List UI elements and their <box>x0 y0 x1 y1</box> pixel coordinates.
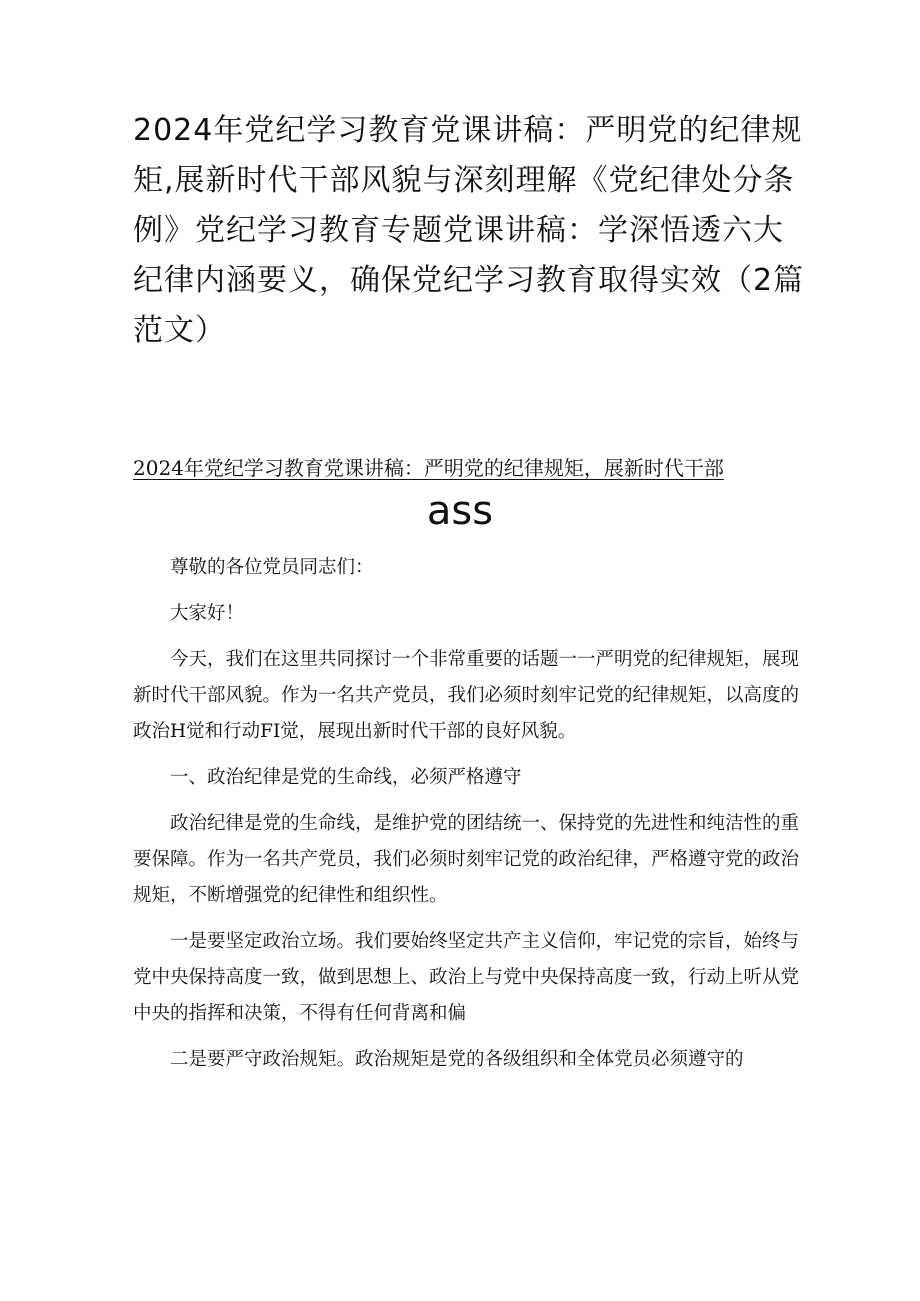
intro-paragraph: 今天，我们在这里共同探讨一个非常重要的话题一一严明党的纪律规矩，展现新时代干部风貌。作为一名共产党员，我们必须时刻牢记党的纪律规矩，以高度的政治H觉和行动FI觉，展现出新时代干部的良好风貌。 <box>133 649 800 742</box>
section-heading-suffix: ass <box>426 488 494 534</box>
salutation: 尊敬的各位党员同志们： <box>170 557 374 578</box>
section-heading: 2024年党纪学习教育党课讲稿：严明党的纪律规矩，展新时代干部 <box>133 456 724 480</box>
subheading-political-discipline: 一、政治纪律是党的生命线，必须严格遵守 <box>170 767 522 788</box>
body-text <box>133 550 799 1088</box>
greeting: 大家好！ <box>170 603 245 624</box>
paragraph-point-two: 二是要严守政治规矩。政治规矩是党的各级组织和全体党员必须遵守的 <box>170 1049 744 1070</box>
document-title: 2024年党纪学习教育党课讲稿：严明党的纪律规矩,展新时代干部风貌与深刻理解《党纪律处分条例》党纪学习教育专题党课讲稿：学深悟透六大纪律内涵要义，确保党纪学习教育取得实效（2篇范文） <box>133 113 805 348</box>
paragraph-political-discipline: 政治纪律是党的生命线，是维护党的团结统一、保持党的先进性和纯洁性的重要保障。作为一名共产党员，我们必须时刻牢记党的政治纪律，严格遵守党的政治规矩，不断增强党的纪律性和组织性。 <box>133 813 800 906</box>
paragraph-point-one: 一是要坚定政治立场。我们要始终坚定共产主义信仰，牢记党的宗旨，始终与党中央保持高度一致，做到思想上、政治上与党中央保持高度一致，行动上听从党中央的指挥和决策，不得有任何背离和偏 <box>133 931 800 1024</box>
